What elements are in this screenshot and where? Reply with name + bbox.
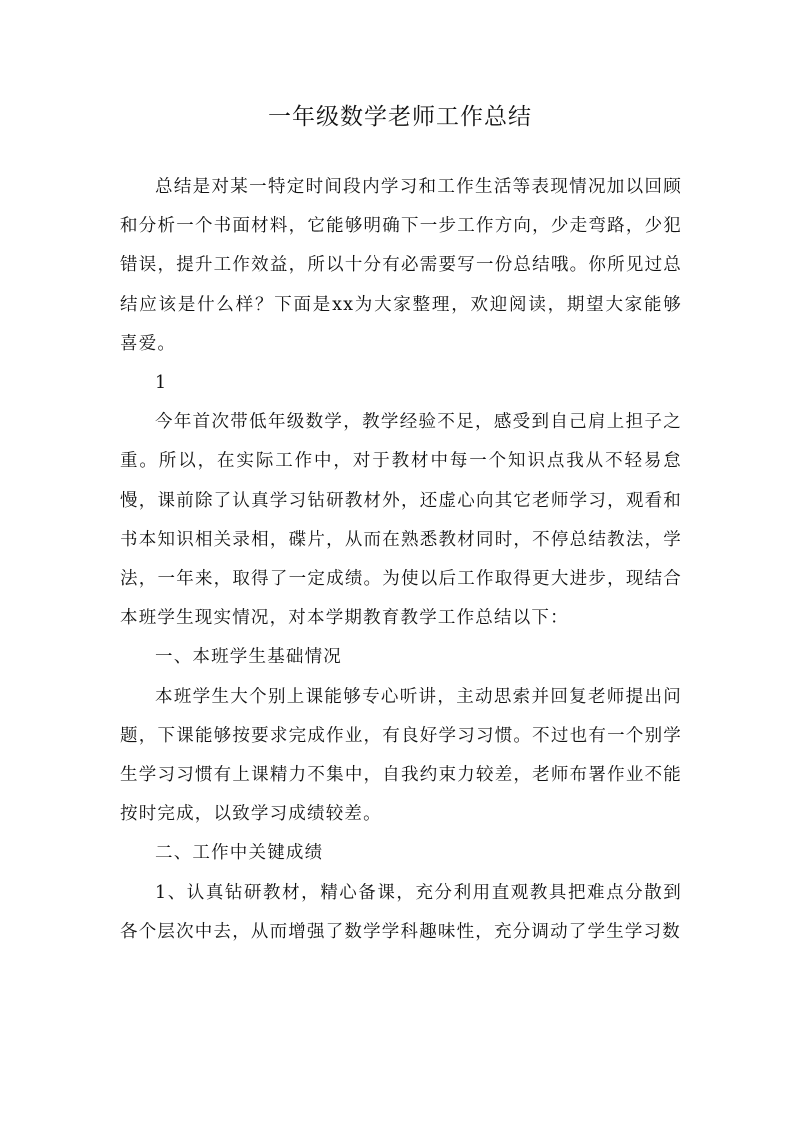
body-paragraph: 今年首次带低年级数学，教学经验不足，感受到自己肩上担子之重。所以，在实际工作中，对于教材中每一个知识点我从不轻易怠慢，课前除了认真学习钻研教材外，还虚心向其它老师学习，观看和书本知识相关录相，碟片，从而在熟悉教材同时，不停总结教法，学法，一年来，取得了一定成绩。为使以后工作取得更大进步，现结合本班学生现实情况，对本学期教育教学工作总结以下： (120, 412, 682, 629)
section-heading: 一、本班学生基础情况 (155, 647, 342, 668)
intro-paragraph: 总结是对某一特定时间段内学习和工作生活等表现情况加以回顾和分析一个书面材料，它能够明确下一步工作方向，少走弯路，少犯错误，提升工作效益，所以十分有必需要写一份总结哦。你所见过总结应该是什么样？下面是xx为大家整理，欢迎阅读，期望大家能够喜爱。 (120, 177, 682, 354)
document-body (120, 168, 682, 952)
body-paragraph: 1、认真钻研教材，精心备课，充分利用直观教具把难点分散到各个层次中去，从而增强了数学学科趣味性，充分调动了学生学习数 (120, 882, 682, 942)
document-title: 一年级数学老师工作总结 (268, 104, 532, 130)
section-number: 1 (155, 373, 168, 394)
section-heading: 二、工作中关键成绩 (155, 843, 324, 864)
body-paragraph: 本班学生大个别上课能够专心听讲，主动思索并回复老师提出问题，下课能够按要求完成作业，有良好学习习惯。不过也有一个别学生学习习惯有上课精力不集中，自我约束力较差，老师布署作业不能按时完成，以致学习成绩较差。 (120, 686, 682, 825)
